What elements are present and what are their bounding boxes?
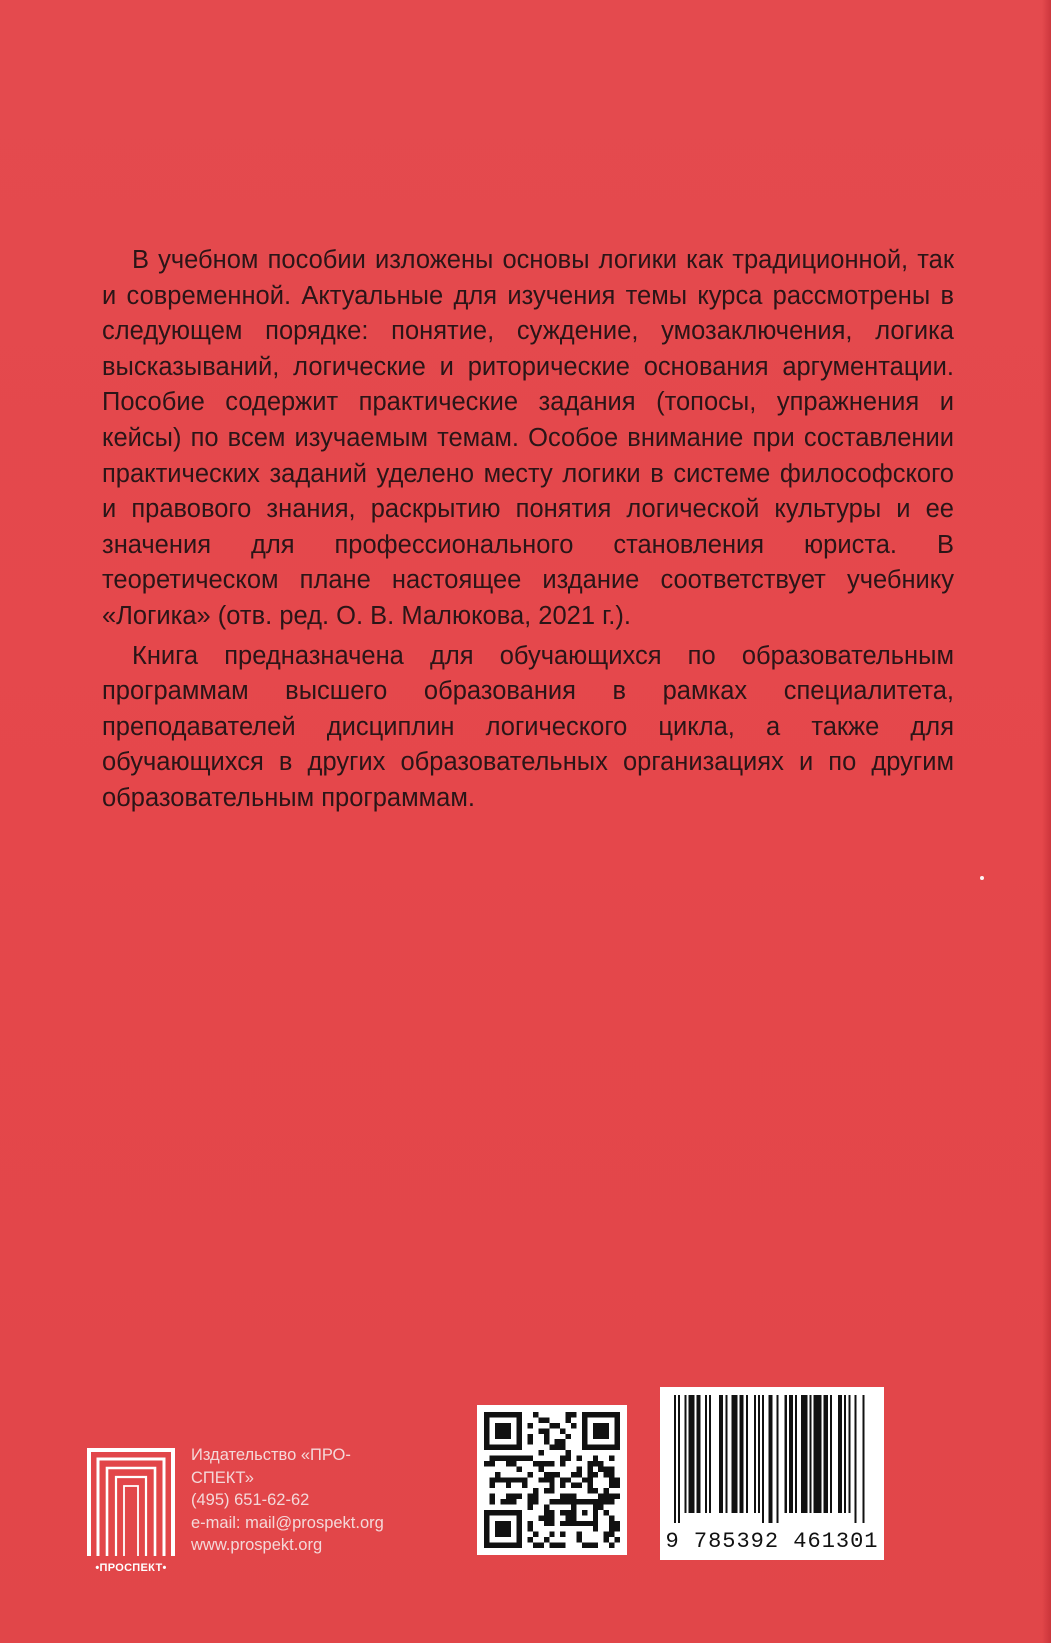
annotation-paragraph-1: В учебном пособии изложены основы логики как традиционной, так и современной. Актуальные для изучения темы курса рассмотрены в следующем порядке: понятие, суждение, умозаключения, логика высказываний, логические и риторические основания аргументации. Пособие содержит практические задания (топосы, упражнения и кейсы) по всем изучаемым темам. Особое внимание при составлении практических заданий уделено месту логики в системе философского и правового знания, раскрытию понятия логической культуры и ее значения для профессионального становления юриста. В теоретическом плане настоящее издание соответствует учебнику «Логика» (отв. ред. О. В. Малюкова, 2021 г.). (102, 246, 954, 630)
isbn-barcode (660, 1387, 884, 1560)
publisher-phone: (495) 651-62-62 (191, 1491, 310, 1510)
print-speck (980, 876, 984, 880)
cover-edge-shadow (1042, 0, 1051, 1643)
isbn-number: 9 785392 461301 (665, 1529, 879, 1554)
qr-code (477, 1405, 627, 1555)
publisher-email: e-mail: mail@prospekt.org (191, 1513, 384, 1532)
publisher-info (191, 1444, 451, 1557)
barcode-bars-icon (660, 1387, 884, 1527)
publisher-name-line-2: СПЕКТ» (191, 1468, 254, 1487)
qr-code-icon (484, 1412, 620, 1548)
prospekt-logo-icon (85, 1444, 177, 1562)
publisher-name-line-1: Издательство «ПРО- (191, 1446, 351, 1464)
annotation-paragraph-2: Книга предназначена для обучающихся по образовательным программам высшего образования в рамках специалитета, преподавателей дисциплин логического цикла, а также для обучающихся в других образовательных организациях и по другим образовательным программам. (102, 641, 954, 812)
book-annotation (102, 243, 954, 817)
logo-caption: •ПРОСПЕКТ• (95, 1562, 167, 1574)
publisher-website: www.prospekt.org (191, 1536, 323, 1555)
